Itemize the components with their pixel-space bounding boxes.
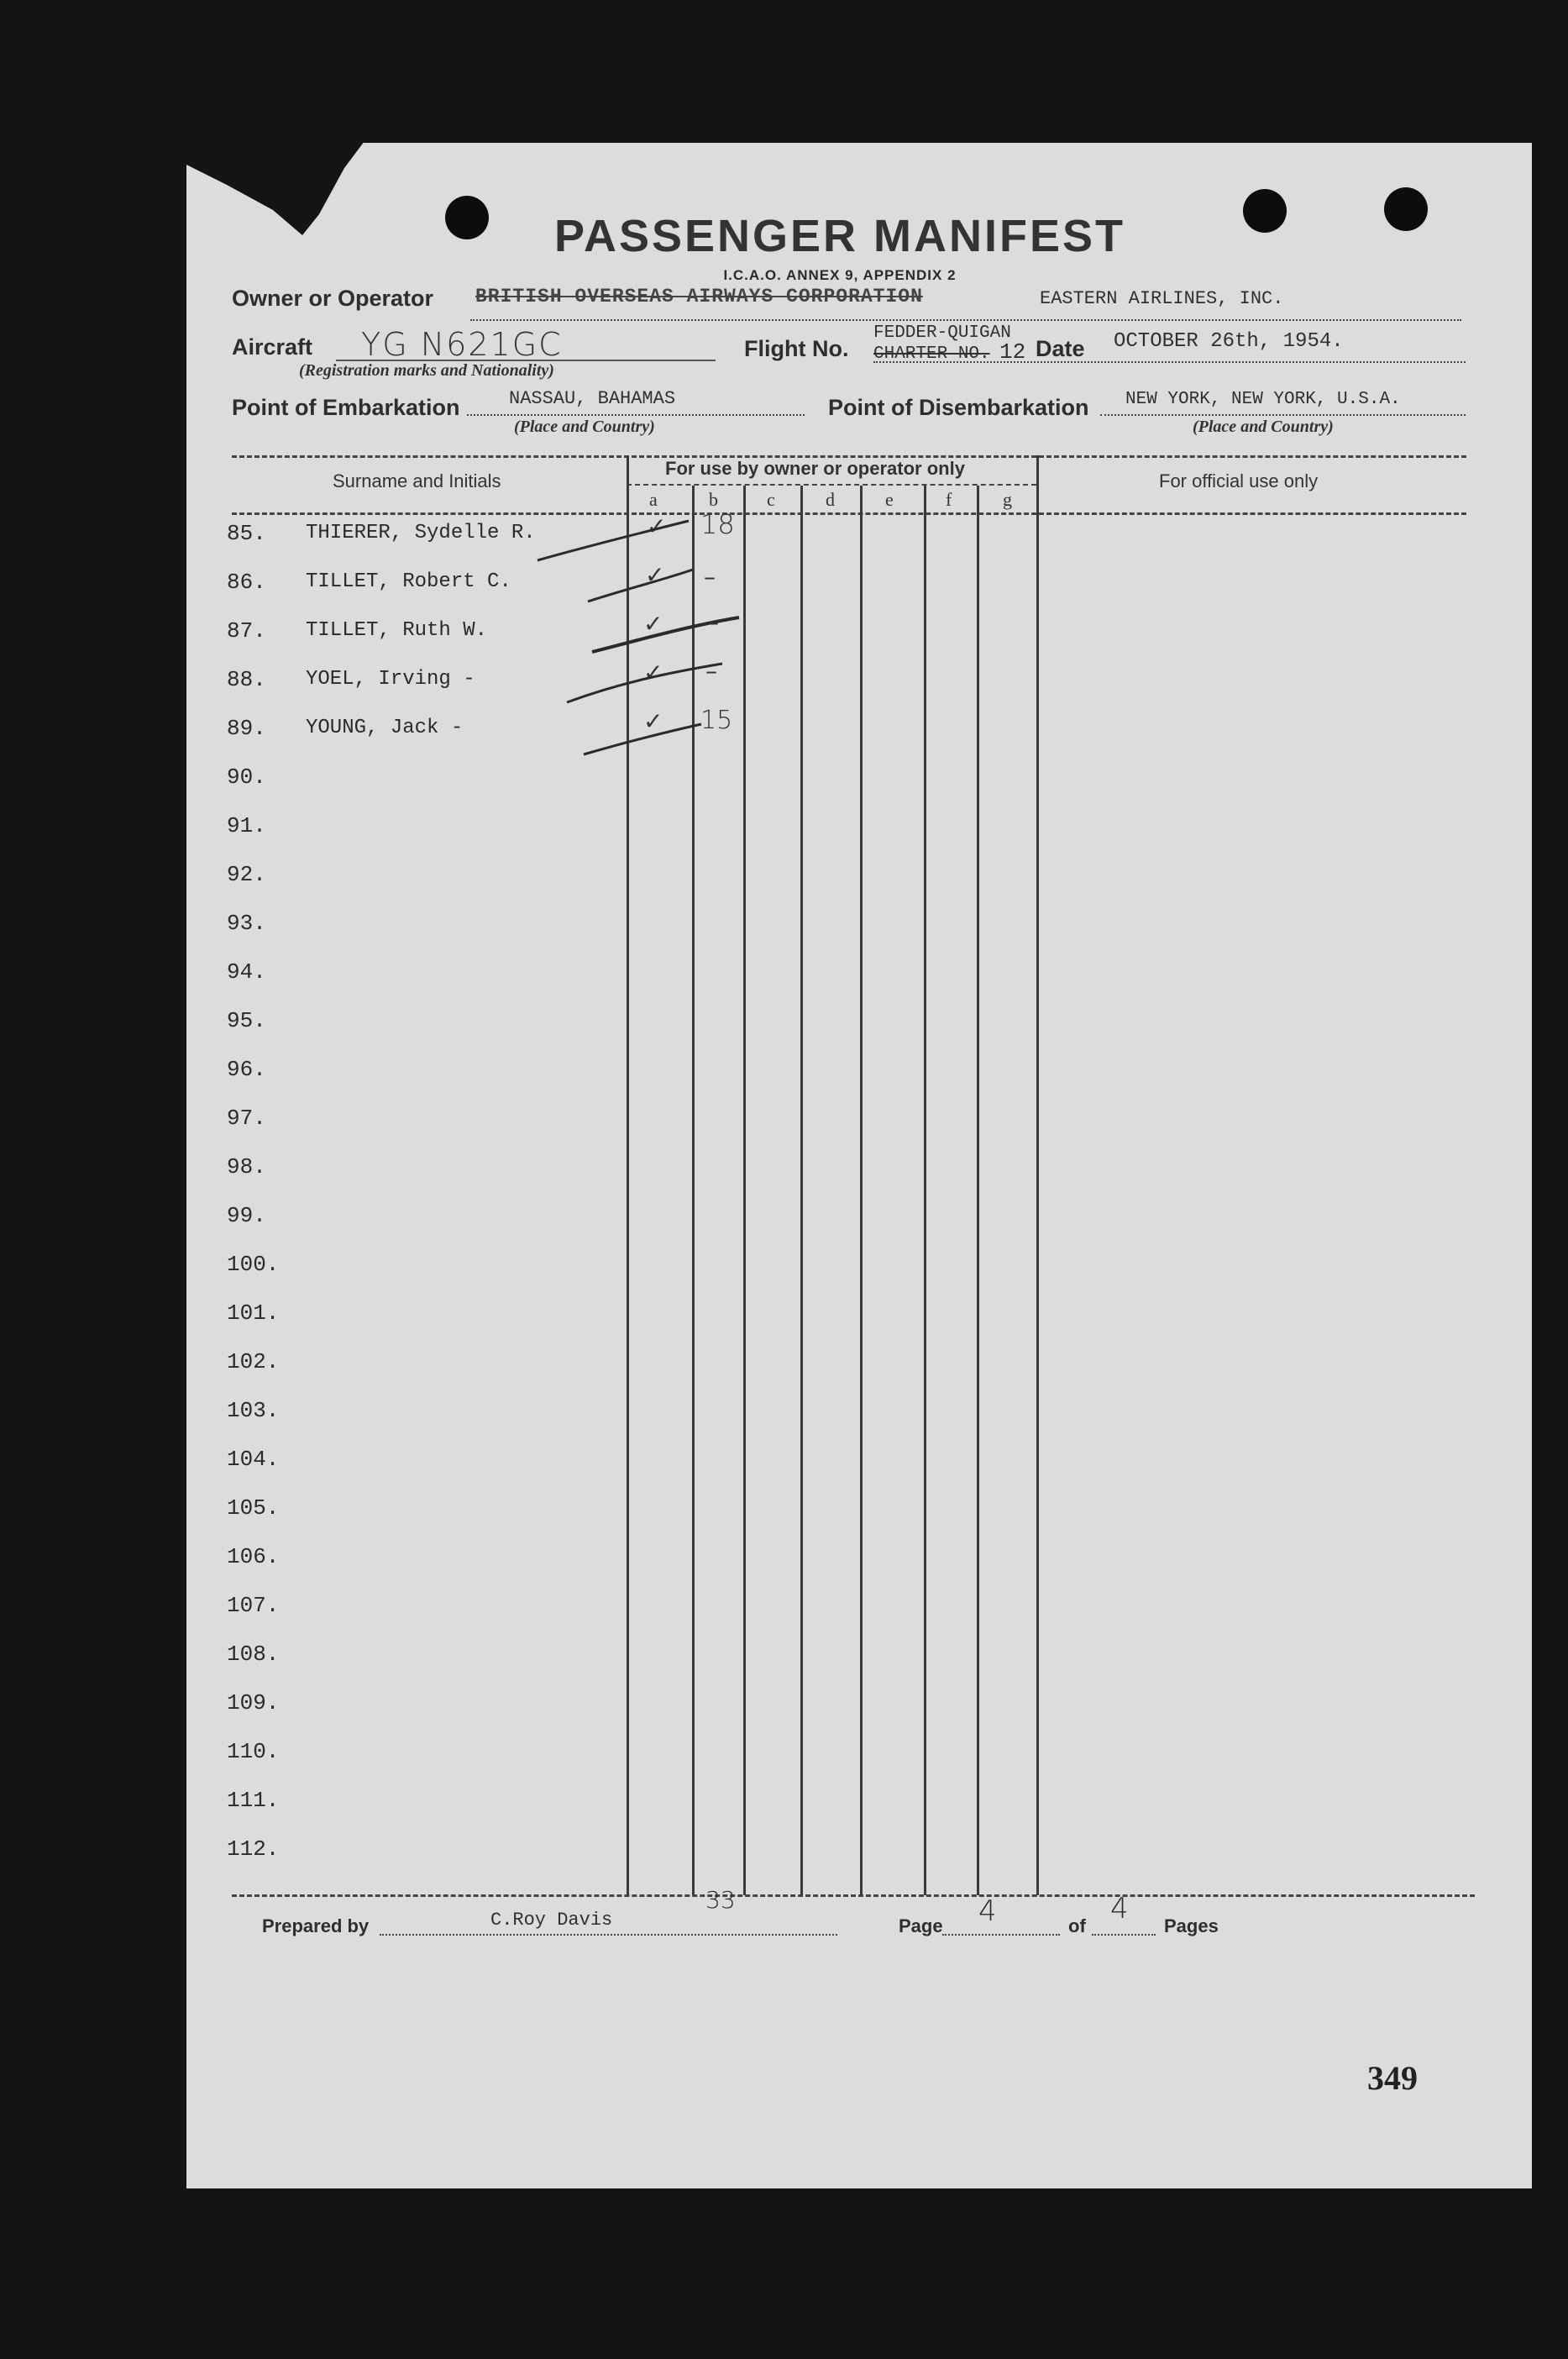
col-header-a: a xyxy=(649,489,658,510)
row-number: 89. xyxy=(227,716,266,741)
row-number: 90. xyxy=(227,764,266,790)
flight-value-struck: CHARTER NO. xyxy=(873,344,990,364)
owner-value: EASTERN AIRLINES, INC. xyxy=(1040,288,1284,309)
row-number: 88. xyxy=(227,667,266,692)
row-number: 95. xyxy=(227,1008,266,1033)
row-number: 107. xyxy=(227,1593,280,1618)
page-title: PASSENGER MANIFEST xyxy=(553,211,1126,261)
row-number: 93. xyxy=(227,911,266,936)
col-header-f: f xyxy=(946,489,952,510)
row-number: 100. xyxy=(227,1252,280,1277)
row-mark-b: – xyxy=(705,657,717,685)
pages-label: Pages xyxy=(1164,1915,1219,1936)
embarkation-caption: (Place and Country) xyxy=(514,418,655,436)
row-number: 106. xyxy=(227,1544,280,1569)
row-mark-a: ✓ xyxy=(647,512,667,540)
date-label: Date xyxy=(1036,336,1085,361)
row-name: YOEL, Irving - xyxy=(306,668,475,691)
row-number: 111. xyxy=(227,1788,280,1813)
embarkation-value: NASSAU, BAHAMAS xyxy=(509,388,676,409)
owner-struck-text: BRITISH OVERSEAS AIRWAYS CORPORATION xyxy=(475,286,923,307)
col-header-c: c xyxy=(767,489,775,510)
aircraft-caption: (Registration marks and Nationality) xyxy=(299,361,554,380)
row-mark-a: ✓ xyxy=(643,707,663,735)
row-number: 98. xyxy=(227,1154,266,1180)
row-number: 104. xyxy=(227,1447,280,1472)
row-mark-b: – xyxy=(707,608,719,636)
col-header-e: e xyxy=(885,489,894,510)
disembarkation-value: NEW YORK, NEW YORK, U.S.A. xyxy=(1125,390,1401,409)
row-number: 112. xyxy=(227,1836,280,1862)
owner-use-header: For use by owner or operator only xyxy=(665,458,965,479)
column-b-total: 33 xyxy=(705,1886,736,1914)
row-name: YOUNG, Jack - xyxy=(306,717,464,739)
row-number: 96. xyxy=(227,1057,266,1082)
row-mark-b: 15 xyxy=(700,706,733,735)
row-name: TILLET, Ruth W. xyxy=(306,619,488,642)
date-value: OCTOBER 26th, 1954. xyxy=(1114,330,1344,353)
flight-label: Flight No. xyxy=(744,336,849,361)
row-mark-a: ✓ xyxy=(643,610,663,638)
pen-stroke xyxy=(584,724,701,754)
flight-value-num: 12 xyxy=(999,339,1026,365)
row-mark-b: 18 xyxy=(700,508,735,540)
row-name: THIERER, Sydelle R. xyxy=(306,522,536,544)
of-value: 4 xyxy=(1110,1892,1129,1926)
aircraft-label: Aircraft xyxy=(232,334,313,360)
row-number: 92. xyxy=(227,862,266,887)
row-number: 108. xyxy=(227,1642,280,1667)
pen-stroke xyxy=(588,570,693,602)
page-label: Page xyxy=(899,1915,943,1936)
row-name: TILLET, Robert C. xyxy=(306,570,511,593)
col-header-d: d xyxy=(826,489,835,510)
row-number: 97. xyxy=(227,1106,266,1131)
row-mark-b: – xyxy=(704,563,716,591)
row-number: 103. xyxy=(227,1398,280,1423)
row-number: 102. xyxy=(227,1349,280,1374)
of-label: of xyxy=(1068,1915,1086,1936)
aircraft-value: YG N621GC xyxy=(361,326,563,363)
row-number: 109. xyxy=(227,1690,280,1715)
flight-value-top: FEDDER-QUIGAN xyxy=(873,323,1011,343)
col-header-b: b xyxy=(709,489,718,510)
embarkation-label: Point of Embarkation xyxy=(232,395,460,420)
official-use-header: For official use only xyxy=(1159,470,1319,491)
row-number: 94. xyxy=(227,959,266,985)
row-number: 85. xyxy=(227,521,266,546)
row-number: 105. xyxy=(227,1495,280,1521)
disembarkation-label: Point of Disembarkation xyxy=(828,395,1089,420)
stamp-number: 349 xyxy=(1367,2059,1418,2097)
row-mark-a: ✓ xyxy=(643,659,663,686)
row-number: 91. xyxy=(227,813,266,838)
row-number: 99. xyxy=(227,1203,266,1228)
pen-stroke xyxy=(592,617,739,652)
row-number: 86. xyxy=(227,570,266,595)
row-number: 110. xyxy=(227,1739,280,1764)
pen-stroke xyxy=(567,664,722,702)
page-subtitle: I.C.A.O. ANNEX 9, APPENDIX 2 xyxy=(723,267,957,283)
col-header-g: g xyxy=(1003,489,1012,510)
disembarkation-caption: (Place and Country) xyxy=(1193,418,1334,436)
prepared-by-value: C.Roy Davis xyxy=(490,1910,613,1931)
page-value: 4 xyxy=(978,1894,997,1928)
row-mark-a: ✓ xyxy=(645,561,665,589)
row-number: 87. xyxy=(227,618,266,644)
owner-label: Owner or Operator xyxy=(232,286,434,311)
prepared-by-label: Prepared by xyxy=(262,1915,370,1936)
surname-header: Surname and Initials xyxy=(333,470,501,491)
row-number: 101. xyxy=(227,1300,280,1326)
pen-stroke xyxy=(538,521,689,560)
